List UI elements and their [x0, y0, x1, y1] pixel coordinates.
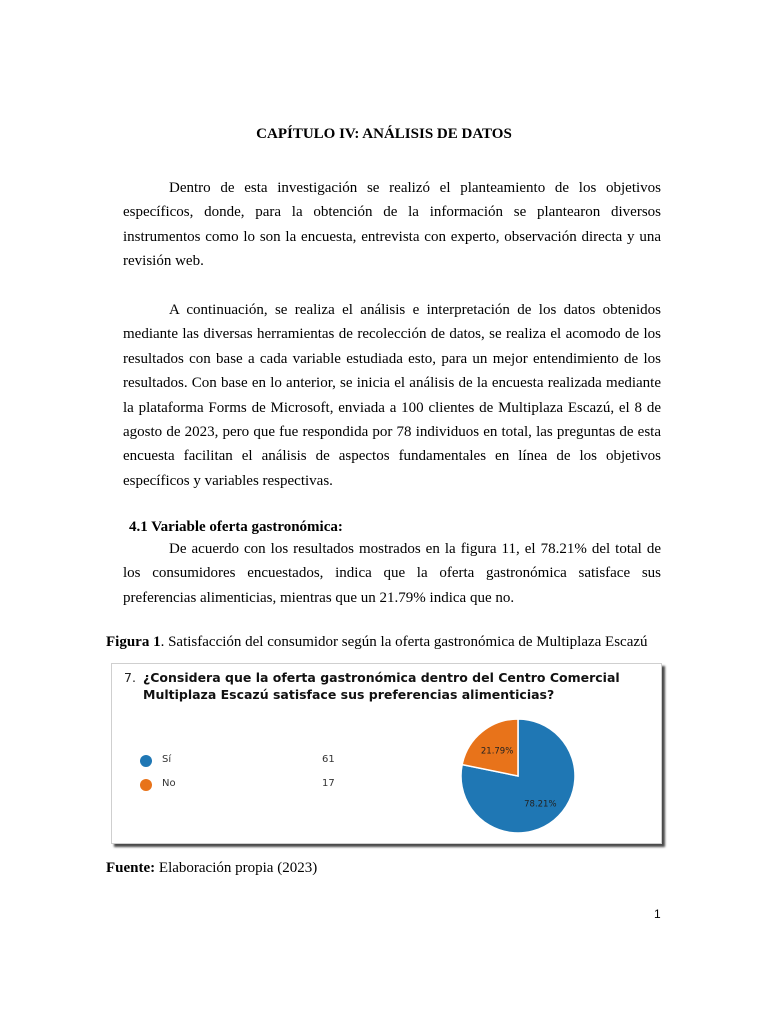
question-title: ¿Considera que la oferta gastronómica dentro del Centro Comercial Multiplaza Escazú satisface sus preferencias alimenticias? [143, 670, 620, 702]
legend-label-si: Sí [162, 754, 172, 765]
source-note [106, 860, 317, 877]
legend-swatch-si [140, 755, 152, 767]
pie-label-no: 21.79% [480, 746, 514, 757]
legend-label-no: No [162, 778, 176, 789]
survey-chart-figure [111, 663, 662, 844]
paragraph-analysis: A continuación, se realiza el análisis e interpretación de los datos obtenidos mediante las diversas herramientas de recolección de datos, se realiza el acomodo de los resultados con base a cada variable estudiada esto, para un mejor entendimiento de los resultados. Con base en lo anterior, se inicia el análisis de la encuesta realizada mediante la plataforma Forms de Microsoft, enviada a 100 clientes de Multiplaza Escazú, el 8 de agosto de 2023, pero que fue respondida por 78 individuos en total, las preguntas de esta encuesta facilitan el análisis de aspectos fundamentales en línea de los objetivos específicos y variables respectivas. [123, 302, 661, 489]
legend-count-no: 17 [322, 778, 335, 789]
legend-count-si: 61 [322, 754, 335, 765]
source-label: Fuente: [106, 860, 156, 876]
paragraph-intro: Dentro de esta investigación se realizó el planteamiento de los objetivos específicos, donde, para la obtención de la información se plantearon diversos instrumentos como lo son la encuesta, entrevista con experto, observación directa y una revisión web. [123, 180, 661, 270]
question-number: 7. [124, 670, 136, 685]
chapter-title: CAPÍTULO IV: ANÁLISIS DE DATOS [256, 126, 512, 142]
paragraph-results: De acuerdo con los resultados mostrados en la figura 11, el 78.21% del total de los consumidores encuestados, indica que la oferta gastronómica satisface sus preferencias alimenticias, mientras que un 21.79% indica que no. [123, 541, 661, 606]
figure-caption [106, 634, 648, 651]
source-text: Elaboración propia (2023) [155, 860, 318, 876]
pie-label-si: 78.21% [524, 799, 557, 810]
figure-label: Figura 1 [106, 634, 161, 650]
figure-caption-text: . Satisfacción del consumidor según la oferta gastronómica de Multiplaza Escazú [160, 634, 648, 650]
pie-chart [448, 716, 588, 836]
section-heading: 4.1 Variable oferta gastronómica: [129, 519, 343, 535]
legend-swatch-no [140, 779, 152, 791]
page-number: 1 [654, 907, 661, 921]
